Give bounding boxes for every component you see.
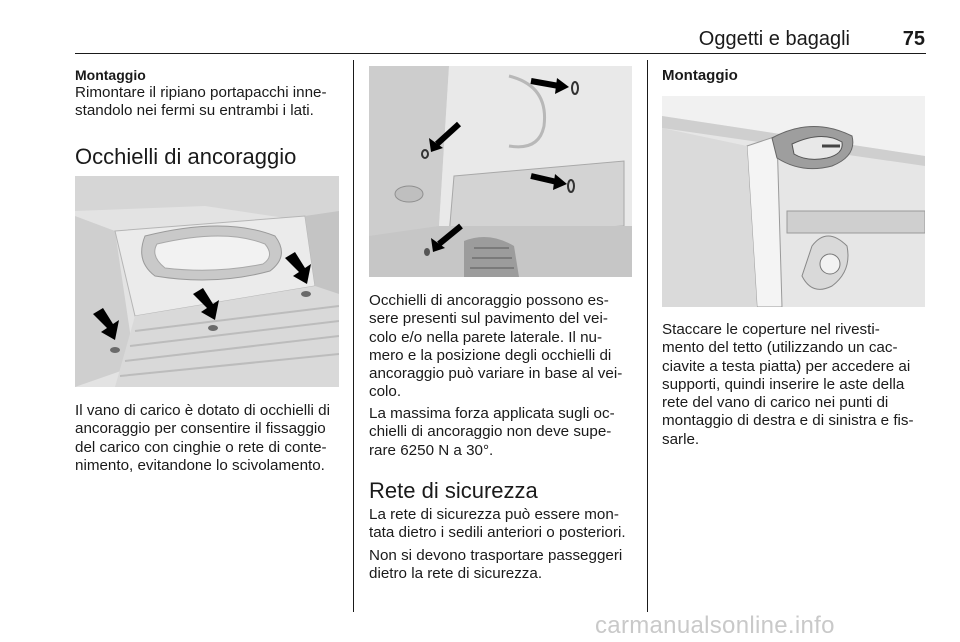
intro-paragraph (75, 84, 345, 121)
text-line: standolo nei fermi su entrambi i lati. (75, 102, 314, 120)
text-line: La rete di sicurezza può essere mon- (369, 506, 619, 523)
text-line: tata dietro i sedili anteriori o posteriori. (369, 524, 626, 542)
roof-mount-illustration (662, 96, 925, 307)
text-line: del carico con cinghie o rete di conte- (75, 438, 327, 456)
text-line: sarle. (662, 430, 700, 448)
subheading-montaggio: Montaggio (75, 67, 146, 83)
text-line: mento del tetto (utilizzando un cac- (662, 339, 898, 357)
text-line: dietro la rete di sicurezza. (369, 565, 543, 583)
figure-cargo-floor (75, 176, 339, 387)
passenger-warning-paragraph (369, 547, 639, 584)
text-line: La massima forza applicata sugli oc- (369, 405, 615, 422)
page-header-title: Oggetti e bagagli (698, 28, 850, 50)
header-rule (75, 53, 926, 54)
text-line: ancoraggio può variare in base al vei- (369, 365, 623, 383)
cargo-floor-illustration (75, 176, 339, 387)
text-line: Staccare le coperture nel rivesti- (662, 321, 880, 338)
column-divider-2 (647, 60, 648, 612)
net-install-paragraph (662, 321, 932, 449)
figure-roof-mount (662, 96, 925, 307)
text-line: Il vano di carico è dotato di occhielli di (75, 402, 330, 419)
figure-side-wall (369, 66, 632, 277)
text-line: nimento, evitandone lo scivolamento. (75, 456, 325, 474)
text-line: supporti, quindi inserire le aste della (662, 375, 905, 393)
text-line: Non si devono trasportare passeggeri (369, 547, 623, 564)
section-heading-rete: Rete di sicurezza (369, 478, 538, 503)
text-line: chielli di ancoraggio non deve supe- (369, 423, 612, 441)
text-line: Rimontare il ripiano portapacchi inne- (75, 84, 327, 101)
text-line: colo. (369, 383, 402, 401)
page-number: 75 (902, 28, 925, 50)
text-line: mero e la posizione degli occhielli di (369, 346, 612, 364)
text-line: colo e/o nella parete laterale. Il nu- (369, 328, 603, 346)
text-line: rare 6250 N a 30°. (369, 441, 494, 459)
column-divider-1 (353, 60, 354, 612)
subheading-montaggio-net: Montaggio (662, 67, 738, 84)
text-line: sere presenti sul pavimento del vei- (369, 310, 608, 328)
anchor-info-paragraph (369, 292, 639, 402)
text-line: rete del vano di carico nei punti di (662, 394, 889, 412)
net-mount-paragraph (369, 506, 639, 543)
text-line: montaggio di destra e di sinistra e fis- (662, 412, 914, 430)
max-force-paragraph (369, 405, 639, 460)
text-line: ciavite a testa piatta) per accedere ai (662, 357, 911, 375)
side-wall-illustration (369, 66, 632, 277)
cargo-paragraph (75, 402, 347, 475)
watermark-text: carmanualsonline.info (595, 612, 835, 639)
text-line: ancoraggio per consentire il fissaggio (75, 420, 326, 438)
text-line: Occhielli di ancoraggio possono es- (369, 292, 609, 309)
section-heading-occhielli: Occhielli di ancoraggio (75, 144, 297, 169)
